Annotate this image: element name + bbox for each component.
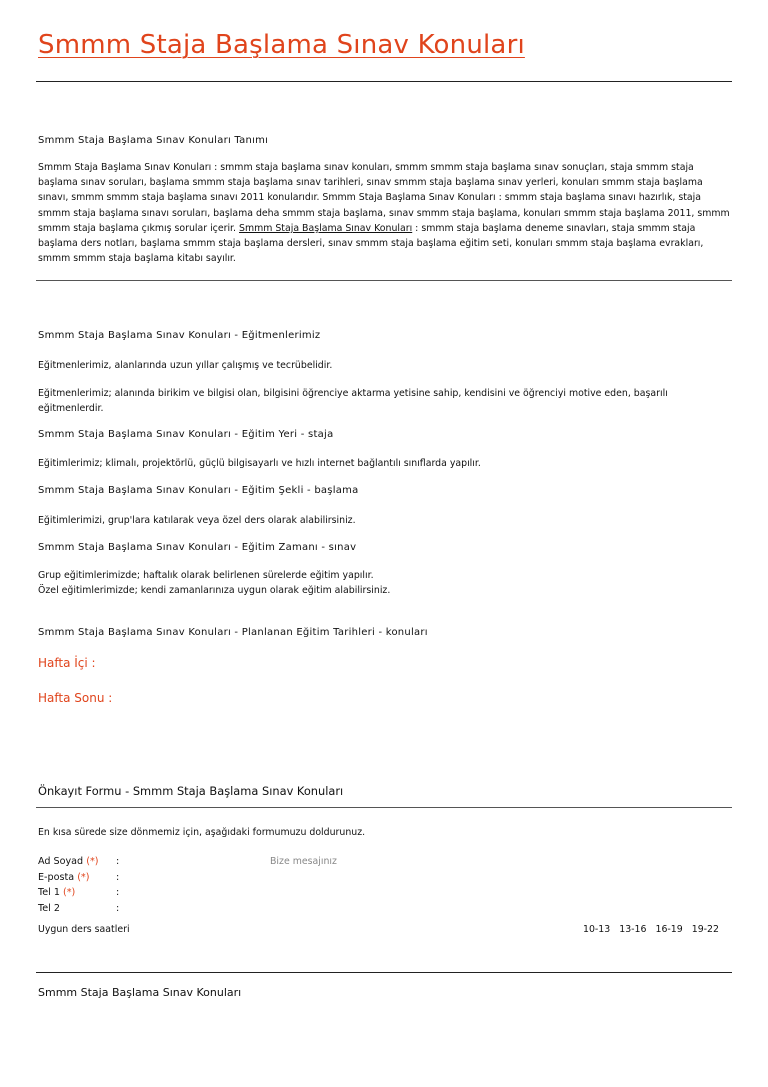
hours-options bbox=[583, 924, 719, 935]
email-label: E-posta bbox=[38, 872, 75, 883]
phone-2-colon: : bbox=[116, 903, 120, 914]
weekend-label: Hafta Sonu : bbox=[38, 691, 113, 705]
definition-text bbox=[38, 160, 732, 266]
name-field[interactable] bbox=[38, 856, 120, 871]
page-title[interactable]: Smmm Staja Başlama Sınav Konuları bbox=[38, 30, 525, 60]
phone-1-field[interactable] bbox=[38, 887, 120, 902]
instructors-paragraph-2: Eğitmenlerimiz; alanında birikim ve bilgisi olan, bilgisini öğrenciye aktarma yetisine sahip, kendisini ve öğrenciyi motive eden, başarılı eğitmenlerdir. bbox=[38, 388, 668, 415]
weekday-label: Hafta İçi : bbox=[38, 656, 96, 670]
location-heading: Smmm Staja Başlama Sınav Konuları - Eğitim Yeri - staja bbox=[38, 429, 334, 440]
format-heading: Smmm Staja Başlama Sınav Konuları - Eğitim Şekli - başlama bbox=[38, 485, 359, 496]
format-text: Eğitimlerimizi, grup'lara katılarak veya özel ders olarak alabilirsiniz. bbox=[38, 515, 356, 526]
form-title: Önkayıt Formu - Smmm Staja Başlama Sınav Konuları bbox=[38, 784, 344, 798]
phone-2-label: Tel 2 bbox=[38, 903, 60, 914]
name-required-mark: (*) bbox=[86, 856, 99, 867]
instructors-paragraph-1: Eğitmenlerimiz, alanlarında uzun yıllar çalışmış ve tecrübelidir. bbox=[38, 360, 333, 371]
email-field[interactable] bbox=[38, 872, 120, 887]
message-textarea[interactable]: Bize mesajınız bbox=[270, 856, 337, 867]
time-line-2: Özel eğitimlerimizde; kendi zamanlarınıza uygun olarak eğitim alabilirsiniz. bbox=[38, 585, 391, 596]
footer-divider bbox=[36, 972, 732, 973]
phone-2-field[interactable] bbox=[38, 903, 120, 918]
time-heading: Smmm Staja Başlama Sınav Konuları - Eğitim Zamanı - sınav bbox=[38, 542, 357, 553]
name-colon: : bbox=[116, 856, 120, 867]
hours-option-10-13[interactable]: 10-13 bbox=[583, 924, 611, 935]
title-divider bbox=[36, 81, 732, 82]
definition-link[interactable]: Smmm Staja Başlama Sınav Konuları bbox=[239, 222, 413, 234]
email-colon: : bbox=[116, 872, 120, 883]
definition-heading: Smmm Staja Başlama Sınav Konuları Tanımı bbox=[38, 135, 269, 146]
form-divider bbox=[36, 807, 732, 808]
schedule-heading: Smmm Staja Başlama Sınav Konuları - Planlanan Eğitim Tarihleri - konuları bbox=[38, 627, 428, 638]
form-intro: En kısa sürede size dönmemiz için, aşağıdaki formumuzu doldurunuz. bbox=[38, 827, 366, 838]
email-required-mark: (*) bbox=[77, 872, 90, 883]
hours-option-13-16[interactable]: 13-16 bbox=[619, 924, 647, 935]
definition-text-before: Smmm Staja Başlama Sınav Konuları : smmm staja başlama sınav konuları, smmm smmm staja başlama sınav sonuçları, staja smmm staja başlama sınav soruları, başlama smmm staja başlama sınav tarihleri, sınav smmm staja başlama sınav yerleri, konuları smmm staja başlama sınavı, smmm smmm staja başlama sınavı 2011 konularıdır. Smmm Staja Başlama Sınav Konuları : smmm staja başlama sınavı hazırlık, staja smmm staja başlama sınavı soruları, başlama deha smmm staja başlama, sınav smmm staja başlama, konuları smmm staja başlama 2011, smmm smmm staja başlama çıkmış sorular içerir. bbox=[38, 162, 730, 234]
section-divider bbox=[36, 280, 732, 281]
phone-1-colon: : bbox=[116, 887, 120, 898]
hours-option-16-19[interactable]: 16-19 bbox=[655, 924, 683, 935]
time-line-1: Grup eğitimlerimizde; haftalık olarak belirlenen sürelerde eğitim yapılır. bbox=[38, 570, 374, 581]
phone-1-label: Tel 1 bbox=[38, 887, 60, 898]
hours-option-19-22[interactable]: 19-22 bbox=[691, 924, 719, 935]
definition-text-after: : smmm staja başlama deneme sınavları, staja smmm staja başlama ders notları, başlama smmm staja başlama dersleri, sınav smmm staja başlama eğitim seti, konuları smmm staja başlama evrakları, smmm smmm staja başlama kitabı sayılır. bbox=[38, 222, 704, 265]
name-label: Ad Soyad bbox=[38, 856, 84, 867]
location-text: Eğitimlerimiz; klimalı, projektörlü, güçlü bilgisayarlı ve hızlı internet bağlantılı sınıflarda yapılır. bbox=[38, 458, 481, 469]
footer-title: Smmm Staja Başlama Sınav Konuları bbox=[38, 986, 242, 999]
instructors-heading: Smmm Staja Başlama Sınav Konuları - Eğitmenlerimiz bbox=[38, 330, 321, 341]
hours-label: Uygun ders saatleri bbox=[38, 924, 130, 935]
phone-1-required-mark: (*) bbox=[63, 887, 76, 898]
